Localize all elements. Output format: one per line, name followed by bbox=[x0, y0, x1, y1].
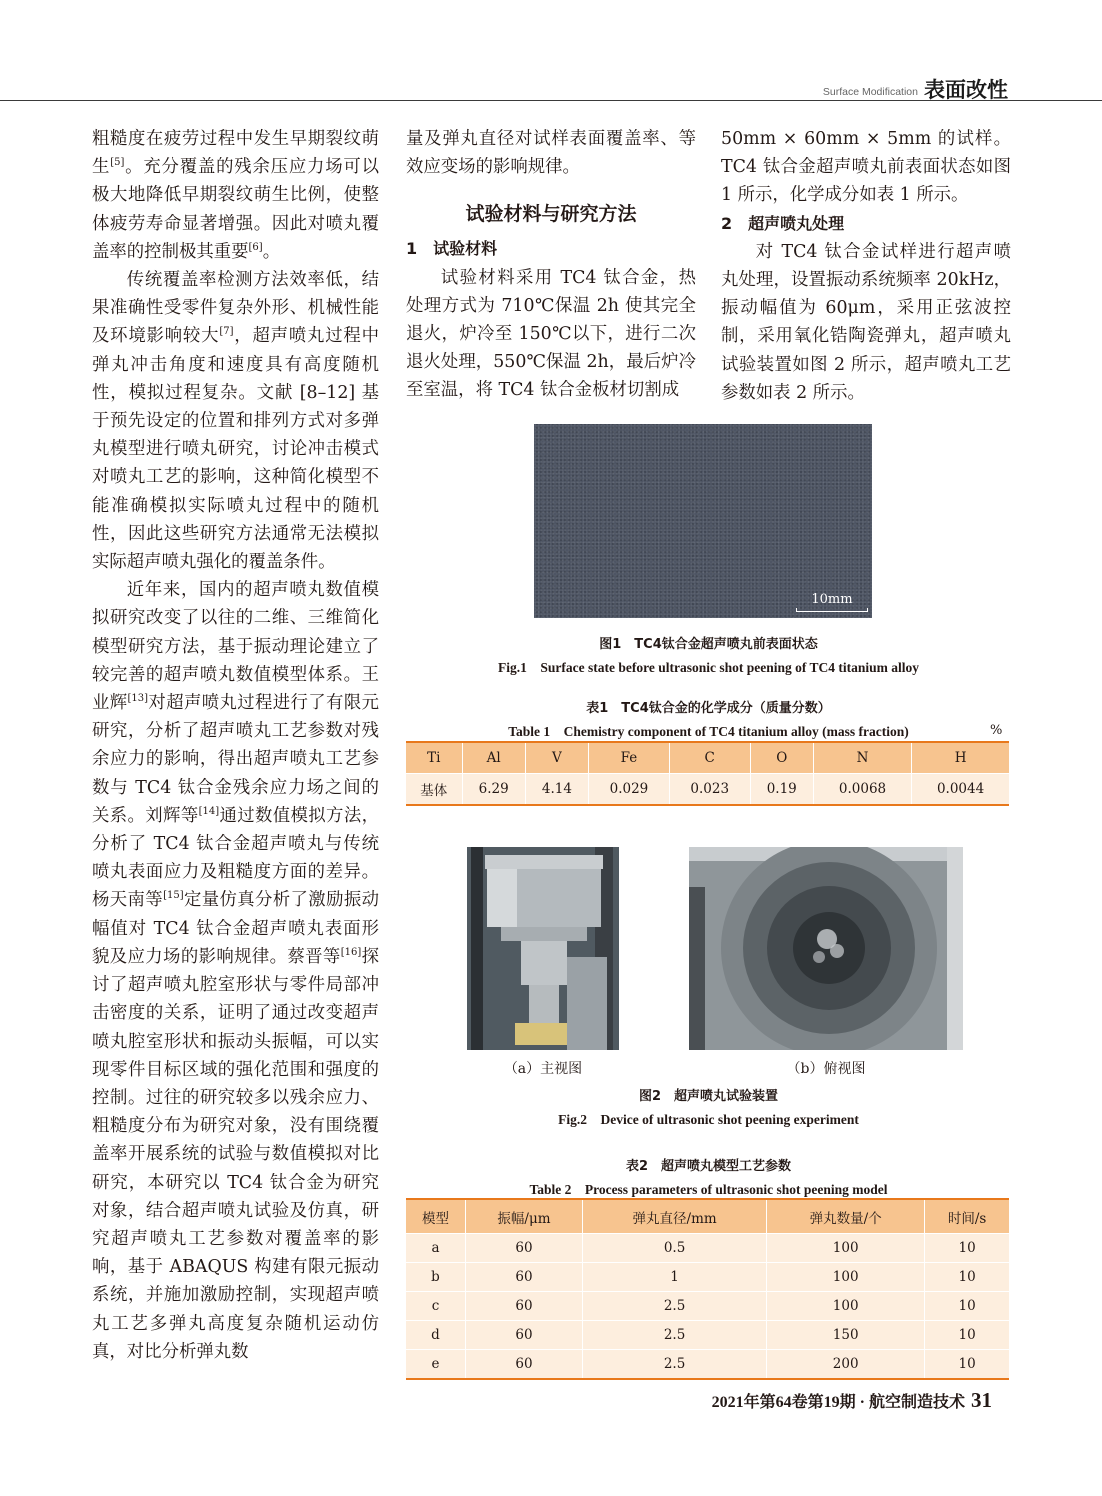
table-2-caption-cn: 表2 超声喷丸模型工艺参数 bbox=[625, 1159, 792, 1174]
paragraph: 试验材料采用 TC4 钛合金，热处理方式为 710℃保温 2h 使其完全退火，炉冷至 150℃以下，进行二次退火处理，550℃保温 2h，最后炉冷至室温，将 TC4 钛合金板材切割成 bbox=[406, 267, 696, 401]
table-header-cell: O bbox=[750, 742, 813, 774]
table-cell: a bbox=[406, 1234, 465, 1263]
table-header-cell: 时间/s bbox=[925, 1199, 1009, 1234]
table-row bbox=[406, 1292, 1009, 1321]
table-cell: 2.5 bbox=[583, 1321, 767, 1350]
figure-2a-subcaption: （a）主视图 bbox=[503, 1061, 583, 1077]
table-1-caption-cn: 表1 TC4钛合金的化学成分（质量分数） bbox=[586, 701, 831, 716]
page-footer bbox=[700, 1388, 992, 1413]
table-row bbox=[406, 1263, 1009, 1292]
table-1-caption-en: Table 1 Chemistry component of TC4 titanium alloy (mass fraction) bbox=[508, 724, 909, 739]
figure-2b-top-view-photo bbox=[689, 847, 963, 1050]
table-header-cell: H bbox=[912, 742, 1009, 774]
header-section-en: Surface Modification bbox=[822, 86, 918, 98]
table-header-cell: 模型 bbox=[406, 1199, 465, 1234]
table-cell: b bbox=[406, 1263, 465, 1292]
table-1-unit: % bbox=[990, 723, 1003, 738]
table-cell: 0.029 bbox=[589, 774, 670, 806]
table-cell: 4.14 bbox=[525, 774, 588, 806]
paragraph: 对 TC4 钛合金试样进行超声喷丸处理，设置振动系统频率 20kHz，振动幅值为 60μm，采用正弦波控制，采用氧化锆陶瓷弹丸，超声喷丸试验装置如图 2 所示，超声喷丸工艺参数如表 2 所示。 bbox=[721, 241, 1011, 403]
table-cell: c bbox=[406, 1292, 465, 1321]
table-row bbox=[406, 1350, 1009, 1380]
table-cell: 100 bbox=[767, 1234, 925, 1263]
table-header-cell: Ti bbox=[406, 742, 462, 774]
table-cell: 60 bbox=[465, 1292, 582, 1321]
table-cell: 10 bbox=[925, 1321, 1009, 1350]
figure-1-caption-en: Fig.1 Surface state before ultrasonic shot peening of TC4 titanium alloy bbox=[498, 660, 919, 675]
table-cell: 200 bbox=[767, 1350, 925, 1380]
table-cell: 0.19 bbox=[750, 774, 813, 806]
table-header-cell: 弹丸数量/个 bbox=[767, 1199, 925, 1234]
table-cell: 150 bbox=[767, 1321, 925, 1350]
figure-1-caption-cn: 图1 TC4钛合金超声喷丸前表面状态 bbox=[599, 637, 818, 652]
section-title: 试验材料与研究方法 bbox=[465, 203, 637, 226]
table-cell: 10 bbox=[925, 1234, 1009, 1263]
table-cell: 60 bbox=[465, 1350, 582, 1380]
paragraph: 近年来，国内的超声喷丸数值模拟研究改变了以往的二维、三维简化模型研究方法，基于振动理论建立了较完善的超声喷丸数值模型体系。王业辉[13]对超声喷丸过程进行了有限元研究，分析了超声喷丸工艺参数对残余应力的影响，得出超声喷丸工艺参数与 TC4 钛合金残余应力场之间的关系。刘辉等[14]通过数值模拟方法，分析了 TC4 钛合金超声喷丸与传统喷丸表面应力及粗糙度方面的差异。杨天南等[15]定量仿真分析了激励振动幅值对 TC4 钛合金超声喷丸表面形貌及应力场的影响规律。蔡晋等[16]探讨了超声喷丸腔室形状与零件局部冲击密度的关系，证明了通过改变超声喷丸腔室形状和振动头振幅，可以实现零件目标区域的强化范围和强度的控制。过往的研究较多以残余应力、粗糙度分布为研究对象，没有围绕覆盖率开展系统的试验与数值模拟对比研究，本研究以 TC4 钛合金为研究对象，结合超声喷丸试验及仿真，研究超声喷丸工艺参数对覆盖率的影响，基于 ABAQUS 构建有限元振动系统，并施加激励控制，实现超声喷丸工艺多弹丸高度复杂随机运动仿真，对比分析弹丸数 bbox=[92, 580, 379, 1362]
figure-2b-subcaption: （b）俯视图 bbox=[786, 1061, 866, 1077]
device-front-illustration bbox=[467, 847, 619, 1050]
table-cell: 10 bbox=[925, 1263, 1009, 1292]
table-cell: 0.023 bbox=[669, 774, 750, 806]
scale-bar: 10mm bbox=[796, 592, 868, 612]
table-row bbox=[406, 1234, 1009, 1263]
table-cell: 100 bbox=[767, 1263, 925, 1292]
table-header-cell: N bbox=[813, 742, 911, 774]
subsection-title: 2 超声喷丸处理 bbox=[721, 213, 845, 233]
table-cell: 0.0068 bbox=[813, 774, 911, 806]
figure-2-caption-cn: 图2 超声喷丸试验装置 bbox=[638, 1089, 779, 1104]
table-cell: 60 bbox=[465, 1234, 582, 1263]
table-cell: d bbox=[406, 1321, 465, 1350]
header-section-cn: 表面改性 bbox=[924, 78, 1008, 102]
table-cell: 基体 bbox=[406, 774, 462, 806]
table-row bbox=[406, 1321, 1009, 1350]
table-cell: 100 bbox=[767, 1292, 925, 1321]
table-cell: 2.5 bbox=[583, 1350, 767, 1380]
table-2 bbox=[406, 1198, 1009, 1380]
column-2 bbox=[406, 125, 696, 405]
column-3 bbox=[721, 125, 1011, 407]
paragraph: 50mm × 60mm × 5mm 的试样。TC4 钛合金超声喷丸前表面状态如图 1 所示，化学成分如表 1 所示。 bbox=[721, 129, 1011, 206]
paragraph: 粗糙度在疲劳过程中发生早期裂纹萌生[5]。充分覆盖的残余压应力场可以极大地降低早期裂纹萌生比例，使整体疲劳寿命显著增强。因此对喷丸覆盖率的控制极其重要[6]。 bbox=[92, 129, 379, 262]
table-header-cell: Fe bbox=[589, 742, 670, 774]
table-cell: e bbox=[406, 1350, 465, 1380]
paragraph: 量及弹丸直径对试样表面覆盖率、等效应变场的影响规律。 bbox=[406, 129, 696, 178]
figure-2-caption-en: Fig.2 Device of ultrasonic shot peening experiment bbox=[558, 1112, 859, 1127]
table-cell: 10 bbox=[925, 1292, 1009, 1321]
table-cell: 10 bbox=[925, 1350, 1009, 1380]
table-row bbox=[406, 774, 1009, 806]
journal-info: 2021年第64卷第19期 · 航空制造技术 bbox=[711, 1394, 965, 1411]
table-header-cell: V bbox=[525, 742, 588, 774]
page-number: 31 bbox=[971, 1388, 992, 1412]
table-cell: 1 bbox=[583, 1263, 767, 1292]
table-cell: 6.29 bbox=[462, 774, 525, 806]
table-header-cell: 振幅/μm bbox=[465, 1199, 582, 1234]
paragraph: 传统覆盖率检测方法效率低，结果准确性受零件复杂外形、机械性能及环境影响较大[7]，超声喷丸过程中弹丸冲击角度和速度具有高度随机性，模拟过程复杂。文献 [8–12] 基于预先设定的位置和排列方式对多弹丸模型进行喷丸研究，讨论冲击模式对喷丸工艺的影响，这种简化模型不能准确模拟实际喷丸过程中的随机性，因此这些研究方法通常无法模拟实际超声喷丸强化的覆盖条件。 bbox=[92, 270, 379, 573]
table-header-cell: C bbox=[669, 742, 750, 774]
figure-1-surface-image bbox=[534, 424, 872, 618]
table-cell: 0.5 bbox=[583, 1234, 767, 1263]
device-top-illustration bbox=[689, 847, 963, 1050]
table-cell: 0.0044 bbox=[912, 774, 1009, 806]
table-2-caption-en: Table 2 Process parameters of ultrasonic shot peening model bbox=[529, 1182, 888, 1197]
subsection-title: 1 试验材料 bbox=[406, 239, 498, 259]
table-cell: 60 bbox=[465, 1321, 582, 1350]
table-1 bbox=[406, 741, 1009, 806]
table-header-cell: Al bbox=[462, 742, 525, 774]
column-1 bbox=[92, 125, 379, 1366]
figure-2a-front-view-photo bbox=[467, 847, 619, 1050]
table-cell: 2.5 bbox=[583, 1292, 767, 1321]
table-header-cell: 弹丸直径/mm bbox=[583, 1199, 767, 1234]
table-cell: 60 bbox=[465, 1263, 582, 1292]
